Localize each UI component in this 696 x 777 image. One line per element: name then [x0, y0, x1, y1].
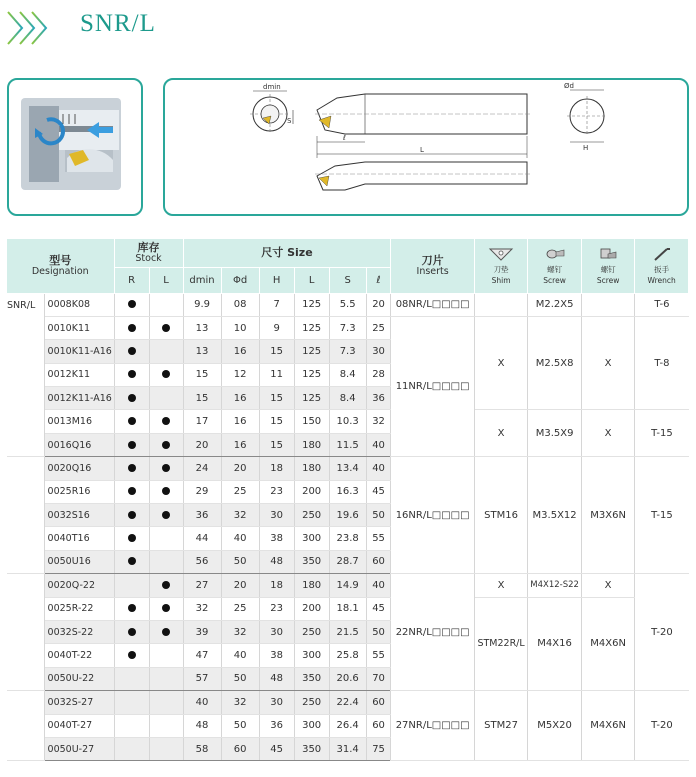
dmin-cell: 13 — [183, 340, 221, 363]
designation-cell: 0032S16 — [44, 504, 114, 527]
designation-cell: 0020Q-22 — [44, 574, 114, 597]
screw2-cell — [581, 293, 635, 316]
l-cell: 45 — [366, 597, 391, 620]
s-label: S — [287, 117, 292, 125]
dmin-cell: 9.9 — [183, 293, 221, 316]
stock-l-cell — [149, 527, 183, 550]
shim-cell: STM27 — [474, 691, 528, 761]
stock-r-cell — [114, 597, 149, 620]
prefix-blank — [7, 574, 44, 691]
designation-cell: 0013M16 — [44, 410, 114, 433]
dmin-cell: 56 — [183, 550, 221, 573]
designation-cell: 0050U-22 — [44, 667, 114, 690]
dmin-cell: 27 — [183, 574, 221, 597]
screw2-header: 螺钉 Screw — [581, 239, 635, 293]
h-cell: 30 — [259, 504, 294, 527]
L-cell: 300 — [294, 644, 329, 667]
stock-r-cell — [114, 737, 149, 760]
phi-d-label: Ød — [564, 82, 574, 90]
stock-l-cell — [149, 550, 183, 573]
dmin-cell: 20 — [183, 433, 221, 456]
h-cell: 18 — [259, 574, 294, 597]
L-cell: 350 — [294, 737, 329, 760]
phid-cell: 08 — [221, 293, 259, 316]
stock-l-cell — [149, 597, 183, 620]
s-cell: 31.4 — [329, 737, 366, 760]
boring-operation-illustration — [9, 80, 141, 214]
stock-r-cell — [114, 410, 149, 433]
l-cell: 36 — [366, 387, 391, 410]
l-cell: 25 — [366, 316, 391, 339]
insert-cell: 11NR/L□□□□ — [391, 316, 474, 456]
stock-r-cell — [114, 433, 149, 456]
L-cell: 300 — [294, 714, 329, 737]
designation-cell: 0050U-27 — [44, 737, 114, 760]
dmin-cell: 47 — [183, 644, 221, 667]
stock-l-cell — [149, 574, 183, 597]
s-cell: 13.4 — [329, 457, 366, 480]
stock-dot-icon — [128, 534, 136, 542]
stock-r-cell — [114, 620, 149, 643]
stock-l-cell — [149, 387, 183, 410]
l-cell: 50 — [366, 620, 391, 643]
L-cell: 200 — [294, 597, 329, 620]
screw2-cell: M4X6N — [581, 597, 635, 691]
stock-l-cell — [149, 480, 183, 503]
designation-cell: 0040T-22 — [44, 644, 114, 667]
shim-icon — [488, 246, 514, 262]
stock-r-cell — [114, 574, 149, 597]
shim-header: 刀垫 Shim — [474, 239, 528, 293]
stock-dot-icon — [162, 604, 170, 612]
s-cell: 22.4 — [329, 691, 366, 714]
L-cell: 250 — [294, 691, 329, 714]
table-row — [7, 316, 689, 339]
size-header: 尺寸 Size — [183, 239, 391, 267]
table-row — [7, 691, 689, 714]
stock-dot-icon — [128, 370, 136, 378]
stock-l-cell — [149, 410, 183, 433]
h-cell: 23 — [259, 597, 294, 620]
spec-table — [7, 239, 689, 761]
L-cell: 125 — [294, 387, 329, 410]
stock-r-cell — [114, 316, 149, 339]
stock-r-cell — [114, 667, 149, 690]
l-cell: 75 — [366, 737, 391, 760]
designation-cell: 0040T-27 — [44, 714, 114, 737]
h-cell: 9 — [259, 316, 294, 339]
screw-cell: M2.5X8 — [528, 316, 582, 410]
designation-cell: 0020Q16 — [44, 457, 114, 480]
h-cell: 15 — [259, 410, 294, 433]
boring-illustration-panel — [7, 78, 143, 216]
L-cell: 125 — [294, 340, 329, 363]
designation-cell: 0012K11 — [44, 363, 114, 386]
screw-cell: M5X20 — [528, 691, 582, 761]
wrench-icon — [651, 246, 673, 262]
prefix-blank — [7, 691, 44, 761]
s-cell: 11.5 — [329, 433, 366, 456]
phid-cell: 40 — [221, 644, 259, 667]
s-cell: 7.3 — [329, 340, 366, 363]
table-row — [7, 574, 689, 597]
page-title: SNR/L — [80, 10, 156, 37]
L-cell: 350 — [294, 550, 329, 573]
stock-dot-icon — [128, 511, 136, 519]
s-header: S — [329, 267, 366, 293]
s-cell: 16.3 — [329, 480, 366, 503]
phid-header: Φd — [221, 267, 259, 293]
h-cell: 15 — [259, 387, 294, 410]
designation-cell: 0025R16 — [44, 480, 114, 503]
stock-l-cell — [149, 316, 183, 339]
screw-cell: M2.2X5 — [528, 293, 582, 316]
wrench-cell: T-20 — [635, 691, 689, 761]
dmin-label: dmin — [263, 83, 281, 91]
tool-dimension-drawing — [165, 80, 687, 214]
screw-cell: M3.5X12 — [528, 457, 582, 574]
wrench-cell: T-6 — [635, 293, 689, 316]
L-cell: 250 — [294, 504, 329, 527]
phid-cell: 40 — [221, 527, 259, 550]
h-cell: 36 — [259, 714, 294, 737]
phid-cell: 32 — [221, 504, 259, 527]
stock-r-cell — [114, 457, 149, 480]
phid-cell: 25 — [221, 597, 259, 620]
stock-dot-icon — [128, 557, 136, 565]
shim-cell — [474, 293, 528, 316]
designation-cell: 0040T16 — [44, 527, 114, 550]
stock-r-cell — [114, 363, 149, 386]
s-cell: 8.4 — [329, 387, 366, 410]
l-header: ℓ — [366, 267, 391, 293]
phid-cell: 50 — [221, 667, 259, 690]
l-small-label: ℓ — [343, 134, 346, 142]
dmin-cell: 58 — [183, 737, 221, 760]
h-cell: 7 — [259, 293, 294, 316]
H-label: H — [583, 144, 589, 152]
s-cell: 20.6 — [329, 667, 366, 690]
stock-r-cell — [114, 340, 149, 363]
phid-cell: 50 — [221, 550, 259, 573]
dmin-cell: 17 — [183, 410, 221, 433]
phid-cell: 20 — [221, 457, 259, 480]
designation-cell: 0010K11-A16 — [44, 340, 114, 363]
phid-cell: 12 — [221, 363, 259, 386]
h-cell: 11 — [259, 363, 294, 386]
L-cell: 125 — [294, 316, 329, 339]
stock-l-cell — [149, 340, 183, 363]
stock-r-cell — [114, 527, 149, 550]
stock-dot-icon — [128, 604, 136, 612]
stock-dot-icon — [128, 394, 136, 402]
dmin-cell: 24 — [183, 457, 221, 480]
phid-cell: 16 — [221, 387, 259, 410]
stock-dot-icon — [162, 417, 170, 425]
screw-header: 螺钉 Screw — [528, 239, 582, 293]
stock-r-cell — [114, 293, 149, 316]
s-cell: 21.5 — [329, 620, 366, 643]
screw2-cell: M3X6N — [581, 457, 635, 574]
stock-dot-icon — [128, 324, 136, 332]
l-cell: 20 — [366, 293, 391, 316]
stock-l-cell — [149, 714, 183, 737]
dmin-cell: 13 — [183, 316, 221, 339]
s-cell: 23.8 — [329, 527, 366, 550]
h-header: H — [259, 267, 294, 293]
L-col-header: L — [294, 267, 329, 293]
insert-cell: 27NR/L□□□□ — [391, 691, 474, 761]
s-cell: 10.3 — [329, 410, 366, 433]
shim-cell: X — [474, 316, 528, 410]
table-row — [7, 410, 689, 433]
stock-l-cell — [149, 504, 183, 527]
phid-cell: 16 — [221, 340, 259, 363]
insert-cell: 16NR/L□□□□ — [391, 457, 474, 574]
stock-r-cell — [114, 691, 149, 714]
stock-r-cell — [114, 714, 149, 737]
shim-cell: STM16 — [474, 457, 528, 574]
phid-cell: 10 — [221, 316, 259, 339]
l-cell: 60 — [366, 691, 391, 714]
shim-cell: STM22R/L — [474, 597, 528, 691]
dmin-cell: 44 — [183, 527, 221, 550]
h-cell: 18 — [259, 457, 294, 480]
h-cell: 23 — [259, 480, 294, 503]
stock-dot-icon — [162, 464, 170, 472]
s-cell: 19.6 — [329, 504, 366, 527]
stock-dot-icon — [162, 370, 170, 378]
phid-cell: 32 — [221, 620, 259, 643]
dmin-cell: 39 — [183, 620, 221, 643]
L-cell: 180 — [294, 574, 329, 597]
inserts-header: 刀片 Inserts — [391, 239, 474, 293]
L-label: L — [420, 146, 424, 154]
chevrons-logo-icon — [6, 8, 54, 48]
s-cell: 14.9 — [329, 574, 366, 597]
stock-dot-icon — [128, 487, 136, 495]
stock-dot-icon — [128, 347, 136, 355]
screw2-icon — [597, 246, 619, 262]
L-cell: 125 — [294, 293, 329, 316]
stock-dot-icon — [128, 628, 136, 636]
designation-cell: 0016Q16 — [44, 433, 114, 456]
designation-header: 型号 Designation — [7, 239, 114, 293]
screw-cell: M4X12-S22 — [528, 574, 582, 597]
screw2-cell: M4X6N — [581, 691, 635, 761]
stock-dot-icon — [162, 511, 170, 519]
s-cell: 18.1 — [329, 597, 366, 620]
stock-dot-icon — [128, 300, 136, 308]
l-cell: 40 — [366, 457, 391, 480]
l-cell: 50 — [366, 504, 391, 527]
stock-l-cell — [149, 737, 183, 760]
l-cell: 60 — [366, 714, 391, 737]
stock-dot-icon — [162, 487, 170, 495]
phid-cell: 25 — [221, 480, 259, 503]
L-cell: 300 — [294, 527, 329, 550]
stock-l-cell — [149, 620, 183, 643]
shim-cell: X — [474, 574, 528, 597]
stock-r-cell — [114, 387, 149, 410]
s-cell: 25.8 — [329, 644, 366, 667]
h-cell: 48 — [259, 667, 294, 690]
wrench-cell: T-8 — [635, 316, 689, 410]
s-cell: 26.4 — [329, 714, 366, 737]
dmin-cell: 40 — [183, 691, 221, 714]
prefix-blank — [7, 457, 44, 574]
designation-cell: 0010K11 — [44, 316, 114, 339]
spec-table-body — [7, 293, 689, 761]
phid-cell: 50 — [221, 714, 259, 737]
L-cell: 250 — [294, 620, 329, 643]
s-cell: 5.5 — [329, 293, 366, 316]
s-cell: 8.4 — [329, 363, 366, 386]
stock-r-cell — [114, 480, 149, 503]
screw2-cell: X — [581, 316, 635, 410]
table-row — [7, 457, 689, 480]
stock-dot-icon — [128, 651, 136, 659]
dmin-header: dmin — [183, 267, 221, 293]
h-cell: 15 — [259, 340, 294, 363]
stock-r-cell — [114, 504, 149, 527]
screw-icon — [544, 246, 566, 262]
h-cell: 15 — [259, 433, 294, 456]
l-cell: 40 — [366, 574, 391, 597]
dmin-cell: 48 — [183, 714, 221, 737]
stock-dot-icon — [162, 324, 170, 332]
designation-cell: 0012K11-A16 — [44, 387, 114, 410]
shim-cell: X — [474, 410, 528, 457]
insert-cell: 08NR/L□□□□ — [391, 293, 474, 316]
l-cell: 70 — [366, 667, 391, 690]
L-cell: 125 — [294, 363, 329, 386]
stock-l-cell — [149, 433, 183, 456]
dmin-cell: 15 — [183, 363, 221, 386]
wrench-cell: T-20 — [635, 574, 689, 691]
designation-cell: 0008K08 — [44, 293, 114, 316]
L-cell: 350 — [294, 667, 329, 690]
l-cell: 45 — [366, 480, 391, 503]
screw-cell: M3.5X9 — [528, 410, 582, 457]
stock-l-cell — [149, 293, 183, 316]
l-cell: 30 — [366, 340, 391, 363]
L-cell: 150 — [294, 410, 329, 433]
l-cell: 40 — [366, 433, 391, 456]
stock-dot-icon — [162, 628, 170, 636]
l-cell: 55 — [366, 644, 391, 667]
L-cell: 200 — [294, 480, 329, 503]
dmin-cell: 32 — [183, 597, 221, 620]
stock-l-cell — [149, 644, 183, 667]
h-cell: 38 — [259, 644, 294, 667]
stock-dot-icon — [162, 581, 170, 589]
dmin-cell: 57 — [183, 667, 221, 690]
h-cell: 30 — [259, 691, 294, 714]
designation-cell: 0025R-22 — [44, 597, 114, 620]
phid-cell: 16 — [221, 433, 259, 456]
designation-cell: 0050U16 — [44, 550, 114, 573]
stock-l-cell — [149, 691, 183, 714]
wrench-cell: T-15 — [635, 457, 689, 574]
phid-cell: 20 — [221, 574, 259, 597]
s-cell: 28.7 — [329, 550, 366, 573]
stock-dot-icon — [128, 464, 136, 472]
h-cell: 45 — [259, 737, 294, 760]
wrench-header: 扳手 Wrench — [635, 239, 689, 293]
insert-cell: 22NR/L□□□□ — [391, 574, 474, 691]
phid-cell: 32 — [221, 691, 259, 714]
table-row — [7, 597, 689, 620]
stock-r-header: R — [114, 267, 149, 293]
stock-dot-icon — [128, 417, 136, 425]
prefix-label: SNR/L — [7, 293, 44, 457]
table-row — [7, 293, 689, 316]
h-cell: 30 — [259, 620, 294, 643]
stock-r-cell — [114, 550, 149, 573]
wrench-cell: T-15 — [635, 410, 689, 457]
l-cell: 55 — [366, 527, 391, 550]
s-cell: 7.3 — [329, 316, 366, 339]
phid-cell: 16 — [221, 410, 259, 433]
stock-header: 库存 Stock — [114, 239, 183, 267]
stock-l-cell — [149, 457, 183, 480]
designation-cell: 0032S-22 — [44, 620, 114, 643]
stock-l-cell — [149, 363, 183, 386]
l-cell: 32 — [366, 410, 391, 433]
stock-r-cell — [114, 644, 149, 667]
h-cell: 38 — [259, 527, 294, 550]
screw2-cell: X — [581, 410, 635, 457]
stock-dot-icon — [128, 441, 136, 449]
stock-l-cell — [149, 667, 183, 690]
phid-cell: 60 — [221, 737, 259, 760]
screw-cell: M4X16 — [528, 597, 582, 691]
designation-cell: 0032S-27 — [44, 691, 114, 714]
stock-l-header: L — [149, 267, 183, 293]
stock-dot-icon — [162, 441, 170, 449]
L-cell: 180 — [294, 457, 329, 480]
dimension-drawing-panel — [163, 78, 689, 216]
h-cell: 48 — [259, 550, 294, 573]
screw2-cell: X — [581, 574, 635, 597]
dmin-cell: 36 — [183, 504, 221, 527]
dmin-cell: 29 — [183, 480, 221, 503]
l-cell: 60 — [366, 550, 391, 573]
l-cell: 28 — [366, 363, 391, 386]
dmin-cell: 15 — [183, 387, 221, 410]
L-cell: 180 — [294, 433, 329, 456]
